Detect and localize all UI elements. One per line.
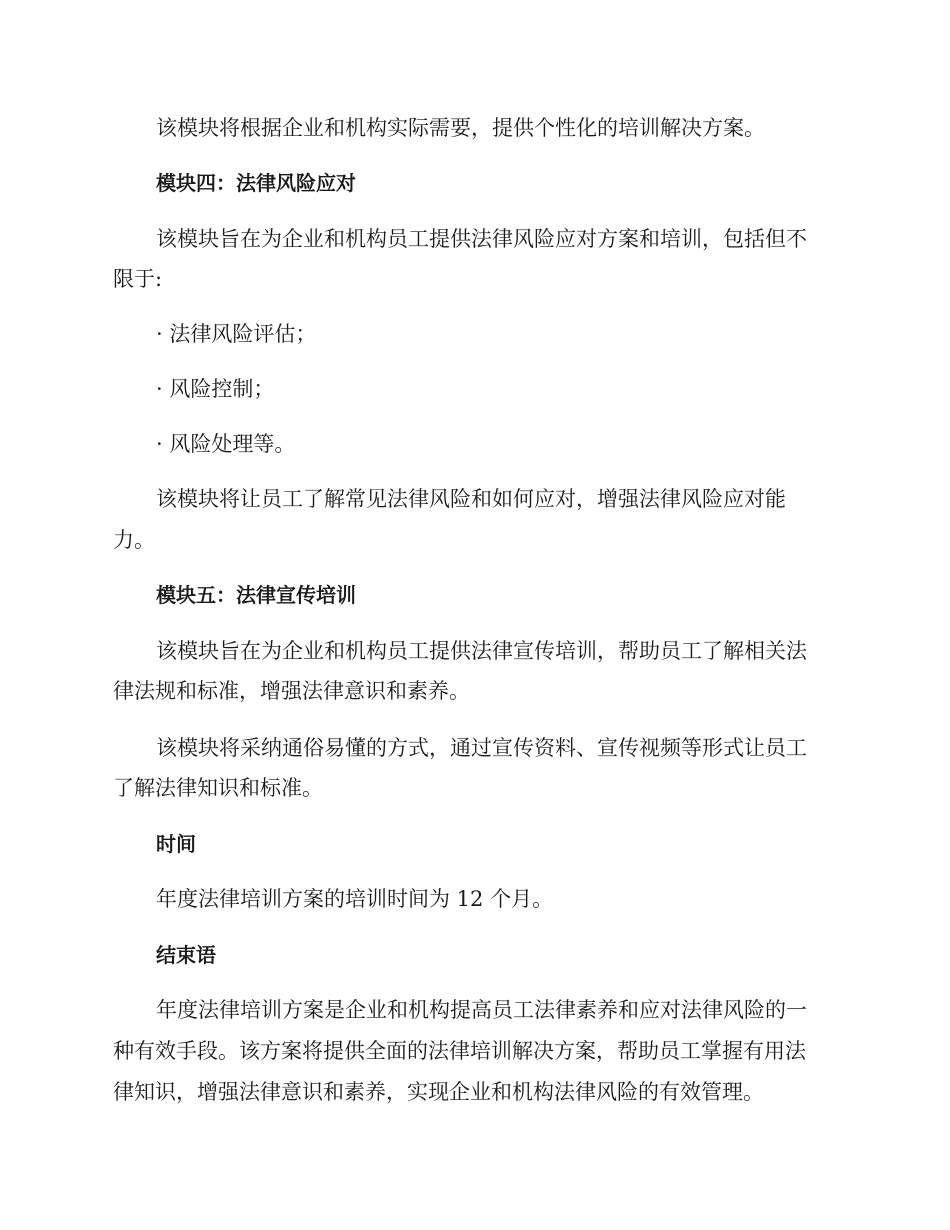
paragraph-line: 律知识，增强法律意识和素养，实现企业和机构法律风险的有效管理。 <box>113 1080 764 1104</box>
paragraph-line: 年度法律培训方案是企业和机构提高员工法律素养和应对法律风险的一 <box>156 998 807 1022</box>
paragraph-line: 限于: <box>113 267 163 291</box>
section-heading-conclusion: 结束语 <box>156 943 216 967</box>
section-heading-time: 时间 <box>156 832 196 856</box>
section-heading-module-5: 模块五：法律宣传培训 <box>156 583 356 607</box>
paragraph-line: 该模块将采纳通俗易懂的方式，通过宣传资料、宣传视频等形式让员工 <box>156 736 807 760</box>
bullet-item: · 风险处理等。 <box>156 432 296 456</box>
paragraph-line: 该模块旨在为企业和机构员工提供法律宣传培训，帮助员工了解相关法 <box>156 639 807 663</box>
section-heading-module-4: 模块四：法律风险应对 <box>156 171 356 195</box>
bullet-item: · 法律风险评估； <box>156 322 317 346</box>
paragraph-line: 种有效手段。该方案将提供全面的法律培训解决方案，帮助员工掌握有用法 <box>113 1039 806 1063</box>
paragraph-line: 该模块将让员工了解常见法律风险和如何应对，增强法律风险应对能 <box>156 487 786 511</box>
bullet-item: · 风险控制； <box>156 377 275 401</box>
paragraph: 该模块将根据企业和机构实际需要，提供个性化的培训解决方案。 <box>156 116 765 140</box>
paragraph-line: 该模块旨在为企业和机构员工提供法律风险应对方案和培训，包括但不 <box>156 227 807 251</box>
paragraph-line: 律法规和标准，增强法律意识和素养。 <box>113 679 470 703</box>
paragraph: 年度法律培训方案的培训时间为 12 个月。 <box>156 887 554 911</box>
paragraph-line: 力。 <box>113 528 155 552</box>
paragraph-line: 了解法律知识和标准。 <box>113 776 323 800</box>
